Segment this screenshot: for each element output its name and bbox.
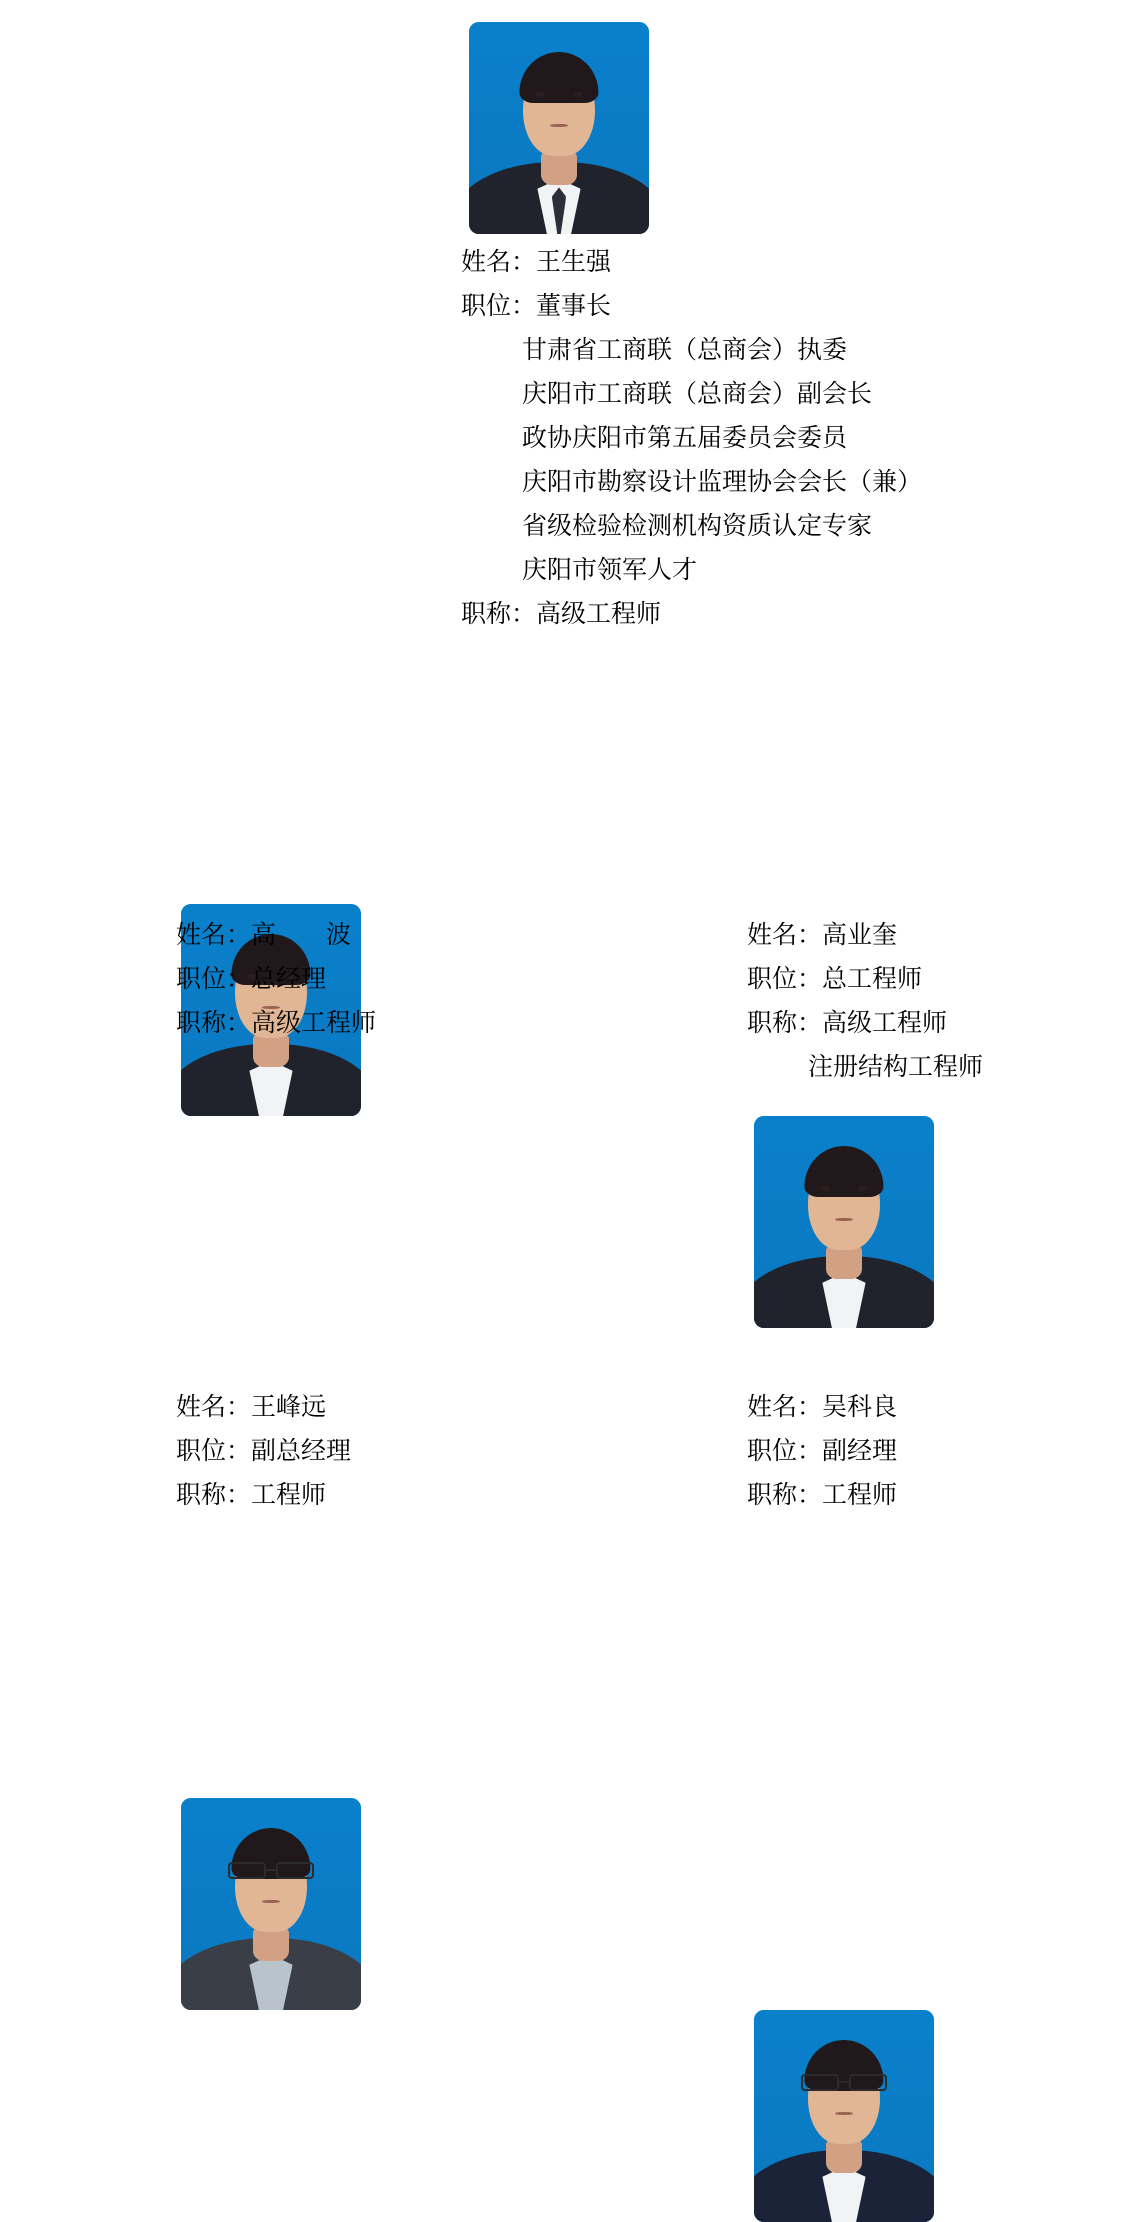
profile-info-wang-feng-yuan <box>155 1385 351 1517</box>
position-row <box>726 1429 897 1473</box>
photo-eye-right <box>573 92 582 97</box>
profile-info-wang-sheng-qiang <box>440 240 922 636</box>
title-label: 职称： <box>175 1009 251 1037</box>
glasses-lens-right <box>849 2074 887 2091</box>
position-label: 职位： <box>746 1437 822 1465</box>
name-label: 姓名： <box>175 1393 251 1421</box>
title-row <box>726 1473 897 1517</box>
profile-info-gao-ye-kui <box>726 913 983 1089</box>
position-value: 总经理 <box>251 965 327 993</box>
title-label: 职称： <box>460 600 536 628</box>
name-value: 高业奎 <box>822 921 898 949</box>
title-value: 工程师 <box>251 1481 327 1509</box>
position-extra-line: 庆阳市领军人才 <box>522 556 698 584</box>
title-value: 高级工程师 <box>251 1009 377 1037</box>
glasses-icon <box>801 2074 887 2091</box>
glasses-lens-left <box>228 1862 266 1879</box>
portrait-photo-wang-sheng-qiang <box>469 22 649 234</box>
portrait-photo-wu-ke-liang <box>754 2010 934 2222</box>
photo-neck <box>826 1245 862 1279</box>
title-label: 职称： <box>175 1481 251 1509</box>
position-extra-line: 省级检验检测机构资质认定专家 <box>522 512 873 540</box>
profile-info-gao-bo <box>155 913 376 1045</box>
glasses-lens-left <box>801 2074 839 2091</box>
photo-neck <box>826 2139 862 2173</box>
name-row <box>726 1385 897 1429</box>
photo-eye-left <box>536 92 545 97</box>
profile-info-wu-ke-liang <box>726 1385 897 1517</box>
name-row <box>155 913 376 957</box>
portrait-photo-wang-feng-yuan <box>181 1798 361 2010</box>
name-row <box>726 913 983 957</box>
name-label: 姓名： <box>175 921 251 949</box>
name-value: 高 波 <box>251 921 352 949</box>
position-label: 职位： <box>746 965 822 993</box>
title-value: 工程师 <box>822 1481 898 1509</box>
position-extra-line: 庆阳市勘察设计监理协会会长（兼） <box>522 468 923 496</box>
name-value: 王峰远 <box>251 1393 327 1421</box>
position-label: 职位： <box>460 292 536 320</box>
name-row <box>440 240 922 284</box>
glasses-bridge <box>839 2081 849 2083</box>
name-label: 姓名： <box>746 921 822 949</box>
position-extra-line: 庆阳市工商联（总商会）副会长 <box>522 380 873 408</box>
title-label: 职称： <box>746 1481 822 1509</box>
title-value: 高级工程师 <box>536 600 662 628</box>
glasses-icon <box>228 1862 314 1879</box>
title-extra-line: 注册结构工程师 <box>808 1053 984 1081</box>
photo-neck <box>253 1927 289 1961</box>
title-row <box>155 1473 351 1517</box>
photo-neck <box>541 151 577 185</box>
position-value: 副经理 <box>822 1437 898 1465</box>
position-label: 职位： <box>175 965 251 993</box>
title-row <box>440 592 922 636</box>
position-row <box>726 957 983 1001</box>
position-row <box>155 1429 351 1473</box>
portrait-photo-gao-ye-kui <box>754 1116 934 1328</box>
name-value: 吴科良 <box>822 1393 898 1421</box>
position-label: 职位： <box>175 1437 251 1465</box>
glasses-bridge <box>266 1869 276 1871</box>
title-row <box>726 1001 983 1045</box>
name-label: 姓名： <box>460 248 536 276</box>
glasses-lens-right <box>276 1862 314 1879</box>
position-extra-line: 政协庆阳市第五届委员会委员 <box>522 424 848 452</box>
title-value: 高级工程师 <box>822 1009 948 1037</box>
position-value: 副总经理 <box>251 1437 352 1465</box>
position-row <box>155 957 376 1001</box>
photo-eye-left <box>821 1186 830 1191</box>
title-row <box>155 1001 376 1045</box>
name-value: 王生强 <box>536 248 612 276</box>
photo-eye-right <box>858 1186 867 1191</box>
position-value: 董事长 <box>536 292 612 320</box>
position-extra-line: 甘肃省工商联（总商会）执委 <box>522 336 848 364</box>
name-label: 姓名： <box>746 1393 822 1421</box>
name-row <box>155 1385 351 1429</box>
position-value: 总工程师 <box>822 965 923 993</box>
title-label: 职称： <box>746 1009 822 1037</box>
position-row <box>440 284 922 328</box>
